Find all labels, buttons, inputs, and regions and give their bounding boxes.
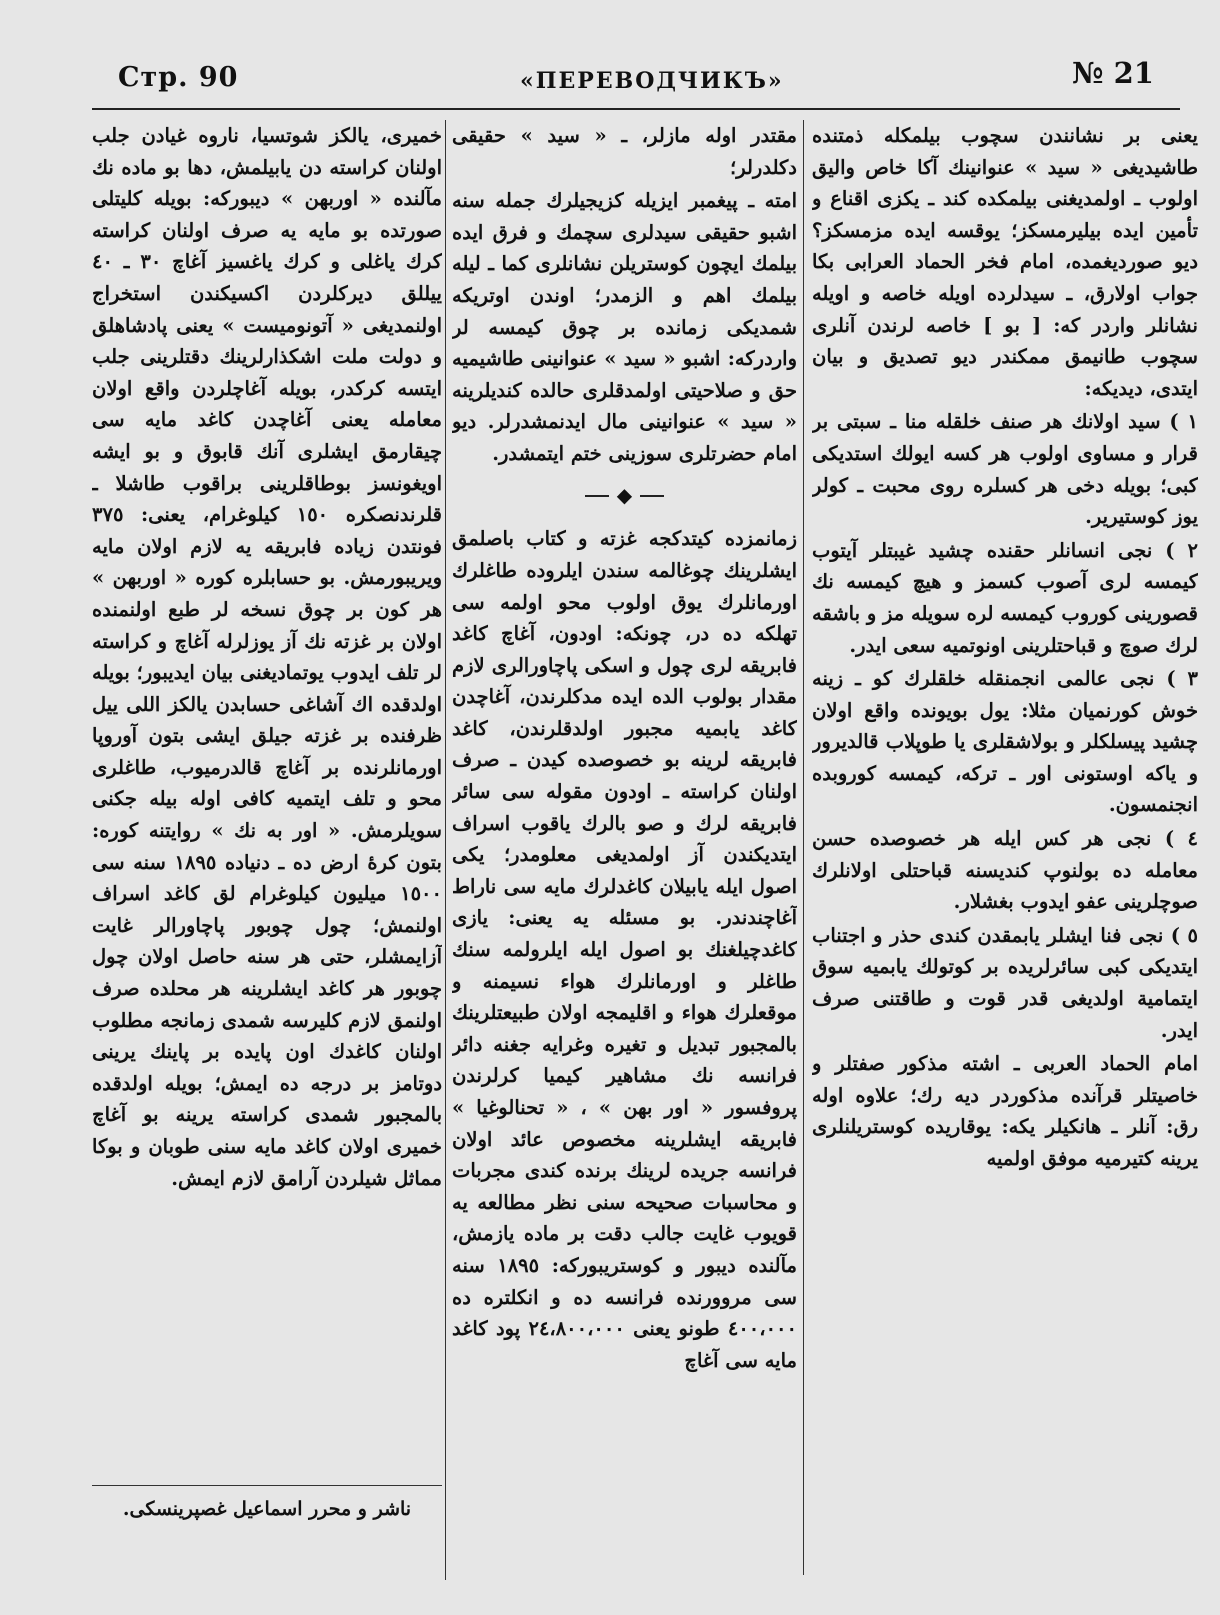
paragraph: ٢ ) نجى انسانلر حقنده چشيد غيبتلر آيتوب كيمسه لرى آصوب كسمز و هيچ كيمسه نك قصورينى كوروب كيمسه لره سويله مز و باشقه لرك صوچ و قباحتلرينى اونوتميه سعى ايدر. <box>812 538 1198 657</box>
paragraph: ٤ ) نجى هر كس ايله هر خصوصده حسن معامله ده بولنوپ كنديسنه قباحتلى اولانلرك صوچلرينى عفو ايدوب بغشلار. <box>812 827 1198 914</box>
paragraph: زمانمزده كيتدكجه غزته و كتاب باصلمق ايشلرينك چوغالمه سندن ايلروده طاغلرك اورمانلرك يوق اولوب محو اولمه سى تهلكه ده در، چونكه: اودون، آغاچ كاغد فابريقه لرى چول و اسكى پاچاورالرى لازم مقدار بولوب الده ايده مدكلرندن، آغاچدن كاغد يابميه مجبور اولدقلرندن، كاغد فابريقه لرينه بو خصوصده كيدن ـ صرف اولنان كراسته ـ اودون مقوله سى سائر فابريقه لرك و صو بالرك ياقوب اسراف ايتديكندن آز اولمديغى معلومدر؛ يكى اصول ايله يابيلان كاغدلرك مايه سى ناراط آغاچندندر. بو مسئله يه يعنى: يازى كاغدچيلغنك بو اصول ايله ايلرولمه سنك طاغلر و اورمانلرك هواء نسيمنه و موقعلرك هواء و اقليمجه اولان طبيعتلرينك بالمجبور تبديل و تغيره وغرايه جغنه دائر فرانسه نك مشاهير كيميا كرلرندن پروفسور « اور بهن » ، « تحنالوغيا » فابريقه ايشلرينه مخصوص عائد اولان فرانسه جريده لرينك برنده كندى مجربات و محاسبات صحيحه سنى نظر مطالعه يه قويوب غايت جالب دقت بر ماده يازمش، مآلنده ديبور و كوستريبوركه: ١٨٩٥ سنه سى مروورنده فرانسه ده و انكلتره ده ٤٠٠،٠٠٠ طونو يعنى ٢٤،٨٠٠،٠٠٠ پود كاغد مايه سى آغاچ <box>452 527 797 1372</box>
page-number: Стр. 90 <box>118 62 239 93</box>
paragraph: ١ ) سيد اولانك هر صنف خلقله منا ـ سبتى بر قرار و مساوى اولوب هر كسه ايولك استديكى كبى؛ بويله دخى هر كسلره روى محبت ـ كولر يوز كوستيرير. <box>812 410 1198 529</box>
column-left <box>92 120 442 1575</box>
column-middle <box>452 120 797 1575</box>
ornament-line <box>640 495 664 497</box>
paragraph: مقتدر اوله مازلر، ـ « سيد » حقيقى دكلدرلر؛ <box>452 124 797 179</box>
paragraph: امام الحماد العربى ـ اشته مذكور صفتلر و خاصيتلر قرآنده مذكوردر ديه رك؛ علاوه اوله رق: آنلر ـ هانكيلر يكه: يوقاريده كوستريلنلرى يرينه كتيرميه موفق اولميه <box>812 1052 1198 1170</box>
paragraph: ٥ ) نجى فنا ايشلر يابمقدن كندى حذر و اجتناب ايتديكى كبى سائرلريده بر كوتولك يابميه سوق ايتمامية اولديغى قدر قوت و طاقتنى صرف ايدر. <box>812 923 1198 1042</box>
page-header <box>0 48 1220 104</box>
column-right <box>812 120 1198 1575</box>
paragraph: خميرى، يالكز شوتسيا، ناروه غيادن جلب اولنان كراسته دن يابيلمش، دها بو ماده نك مآلنده « اوربهن » ديبوركه: بويله كليتلى صورتده بو مايه يه صرف اولنان كراسته كرك ياغلى و كرك ياغسيز آغاچ ٣٠ ـ ٤٠ ييللق ديركلردن اكسيكندن استخراج اولنمديغى « آتونوميست » يعنى پادشاهلق و دولت ملت اشكذارلرينك دقتلرينى جلب ايتسه كركدر، بويله آغاچلردن واقع اولان معامله يعنى آغاچدن كاغد مايه سى چيقارمق ايشلرى آنك قابوق و بو ايشه اويغونسز بوطاقلرينى براقوب طاشلا ـ قلرندنصكره ١٥٠ كيلوغرام، يعنى: ٣٧٥ فونتدن زياده فابريقه يه لازم اولان مايه ويريبورمش. بو حسابلره كوره « اوربهن » هر كون بر چوق نسخه لر طبع اولنمنده اولان بر غزته نك آز يوزلرله آغاچ و كراسته لر تلف ايدوب يوتماديغنى بيان ايديبور؛ بويله اولدقده اك آشاغى حسابدن يالكز اللى ييل ظرفنده بر غزته جيلق ايشى بتون آوروپا اورمانلرنده بر آغاچ قالدرميوب، طاغلرى محو و تلف ايتميه كافى اوله بيله جكنى سويلرمش. « اور به نك » روايتنه كوره: بتون كرۀ ارض ده ـ دنياده ١٨٩٥ سنه سى ١٥٠٠ ميليون كيلوغرام لق كاغد اسراف اولنمش؛ چول چوبور پاچاورالر غايت آزايمشلر، حتى هر سنه حاصل اولان چول چوبور هر كاغد ايشلرينه هر محلده صرف اولنمق لازم كليرسه شمدى زمانجه مطلوب اولنان كاغدك اون پايده بر پاينك يرينى دوتامز بر درجه ده ايمش؛ بويله اولدقده بالمجبور شمدى كراسته يرينه بو آغاچ خميرى اولان كاغد مايه سنى طوبان و بوكا مماثل شيلردن آرامق لازم ايمش. <box>92 124 442 1190</box>
paragraph: ٣ ) نجى عالمى انجمنقله خلقلرك كو ـ زينه خوش كورنميان مثلا: يول بويونده واقع اولان چشيد پيسلكلر و بولاشقلرى يا طوپلاب قالديرور و ياكه اوستونى اور ـ تركه، كيمسه كوروبده انجنمسون. <box>812 667 1198 817</box>
ornament-line <box>585 495 609 497</box>
issue-number: № 21 <box>1072 56 1154 90</box>
footer-rule <box>92 1485 442 1486</box>
section-divider-ornament <box>452 480 797 512</box>
column-divider-right <box>803 120 804 1575</box>
column-divider-left <box>445 120 446 1580</box>
diamond-icon: ◆ <box>616 482 633 507</box>
masthead-title: «ПЕРЕВОДЧИКЪ» <box>520 68 784 94</box>
publisher-line: ناشر و محرر اسماعيل غصپرينسكى. <box>122 1498 412 1520</box>
paragraph: امته ـ پيغمبر ايزيله كزيجيلرك جمله سنه اشبو حقيقى سيدلرى سچمك و فرق ايده بيلمك ايچون كوستريلن نشانلرى كما ـ ليله بيلمك اهم و الزمدر؛ اوندن اوتريكه شمديكى زمانده بر چوق كيمسه لر واردركه: اشبو « سيد » عنوانينى طاشيميه حق و صلاحيتى اولمدقلرى حالده كنديلرينه « سيد » عنوانينى مال ايدنمشدرلر. ديو امام حضرتلرى سوزينى ختم ايتمشدر. <box>452 189 797 465</box>
header-rule <box>92 108 1180 110</box>
paragraph: يعنى بر نشانندن سچوب بيلمكله ذمتنده طاشيديغى « سيد » عنوانينك آكا خاص واليق اولوب ـ اولمديغنى بيلمكده كند ـ يكزى اقناع و تأمين ايده بيليرمسكز؛ يوقسه ايده مزمسكز؟ ديو صورديغمده، امام فخر الحماد العرابى بكا جواب اولارق، ـ سيدلرده اويله خاصه و اويله نشانلر واردر كه: [ بو ] خاصه لرندن آنلرى سچوب طانيمق ممكندر ديو تصديق و بيان ايتدى، ديديكه: <box>812 124 1198 400</box>
